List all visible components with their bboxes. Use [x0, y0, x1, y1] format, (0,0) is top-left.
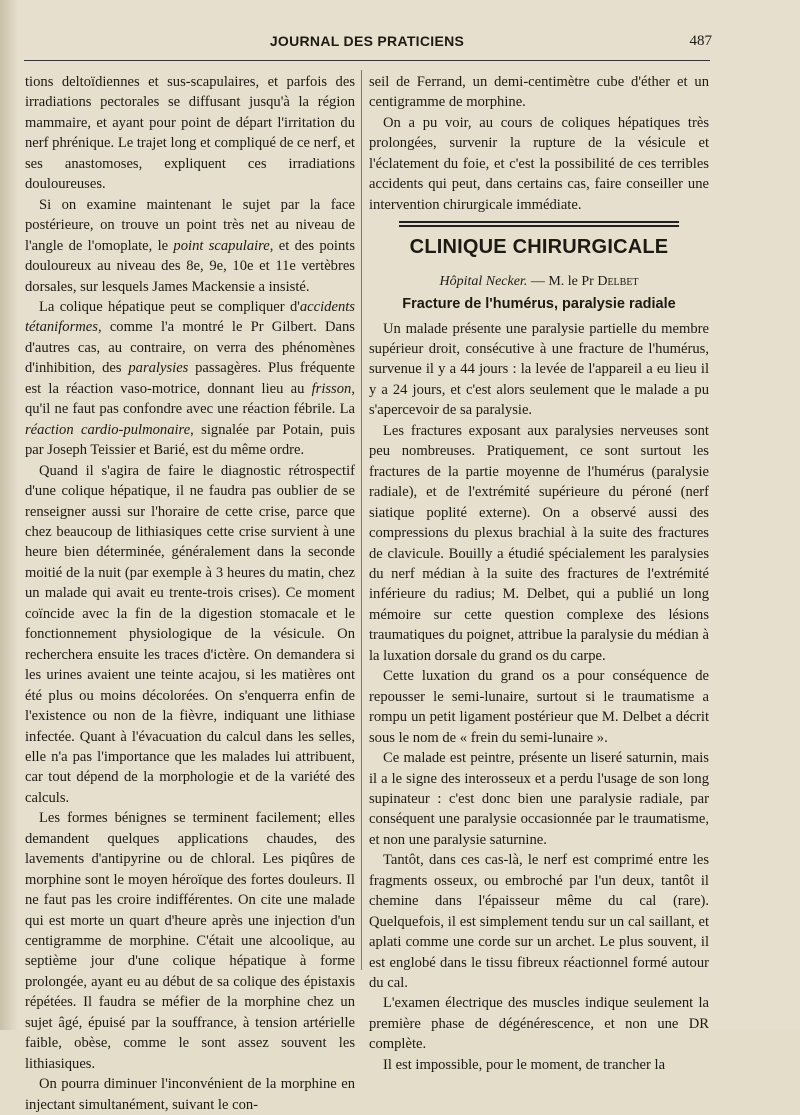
paragraph: Un malade présente une paralysie partielle du membre supérieur droit, consécutive à une fracture de l'humérus, survenue il y a 44 jours : la levée de l'appareil a eu lieu il y a 24 jours, et c'est alors seulement que le malade a pu s'apercevoir de sa paralysie.: [369, 320, 709, 419]
paragraph: Quand il s'agira de faire le diagnostic rétrospectif d'une colique hépatique, il ne faudra pas oublier de se renseigner aussi sur l'horaire de cette crise, parce que chez beaucoup de lithiasiques cette crise survient à une heure bien déterminée, généralement dans la seconde moitié de la nuit (par exemple à 3 heures du matin, chez un malade qui avait eu trente-trois crises). Ce moment coïncide avec la fin de la digestion stomacale et le fonctionnement physiologique de la vésicule. On recherchera ensuite les traces d'ictère. On demandera si les urines avaient une teinte acajou, si les matières ont été plus ou moins décolorées. On s'enquerra enfin de l'existence ou non de la fièvre, indiquant une lithiase infectée. Quant à l'évacuation du calcul dans les selles, elle n'a pas l'importance que les malades lui attribuent, car tout dépend de la morphologie et de la variété des calculs.: [25, 462, 355, 806]
paragraph: Les fractures exposant aux paralysies nerveuses sont peu nombreuses. Pratiquement, ce sont surtout les fractures de la partie moyenne de l'humérus (paralysie radiale), et de l'extrémité supérieure du péroné (nerf siatique poplité externe). On a observé aussi des compressions du plexus brachial à la suite des fractures de clavicule. Bouilly a étudié spécialement les paralysies du nerf médian à la suite des fractures de l'extrémité inférieure du radius; M. Delbet, qui a publié un long mémoire sur cette question complexe des lésions traumatiques du poignet, attribue la paralysie du médian à la luxation dorsale du grand os du carpe.: [369, 422, 709, 664]
paragraph: Tantôt, dans ces cas-là, le nerf est comprimé entre les fragments osseux, ou embroché par l'un deux, tantôt il chemine dans l'épaisseur même du cal (rare). Quelquefois, il est simplement tendu sur un cal saillant, et aplati comme une corde sur un archet. Le plus souvent, il est englobé dans le tissu fibreux réactionnel formé autour du cal.: [369, 852, 709, 992]
page-header: [22, 33, 712, 55]
paragraph: L'examen électrique des muscles indique seulement la première phase de dégénérescence, et non une DR complète.: [369, 995, 709, 1053]
paragraph: Si on examine maintenant le sujet par la face postérieure, on trouve un point très net au niveau de l'angle de l'omoplate, le point scapulaire, et des points douloureux au niveau des 8e, 9e, 10e et 11e vertèbres dorsales, sur lesquels James Mackensie a insisté.: [25, 196, 356, 295]
right-column: [369, 72, 709, 1075]
byline: Hôpital Necker. — M. le Pr Delbet: [439, 273, 639, 289]
article-subtitle: Fracture de l'humérus, paralysie radiale: [402, 296, 676, 313]
column-divider: [361, 70, 362, 970]
left-column: [25, 72, 355, 1115]
paragraph: La colique hépatique peut se compliquer d'accidents tétaniformes, comme l'a montré le Pr Gilbert. Dans d'autres cas, au contraire, on verra des phénomènes d'inhibition, des paralysies passagères. Plus fréquente est la réaction vaso-motrice, donnant lieu au frisson, qu'il ne faut pas confondre avec une réaction fébrile. La réaction cardio-pulmonaire, signalée par Potain, puis par Joseph Teissier et Barié, est du même ordre.: [25, 298, 355, 459]
paragraph: Cette luxation du grand os a pour conséquence de repousser le semi-lunaire, surtout si le traumatisme a rompu un petit ligament postérieur que M. Delbet a décrit sous le nom de « frein du semi-lunaire ».: [369, 668, 709, 746]
paragraph: tions deltoïdiennes et sus-scapulaires, et parfois des irradiations pectorales se diffusant jusqu'à la région mammaire, et ayant pour point de départ l'irritation du nerf phrénique. Le trajet long et compliqué de ce nerf, et ses anastomoses, expliquent ces irradiations douloureuses.: [25, 74, 355, 193]
paragraph: Il est impossible, pour le moment, de trancher la: [383, 1056, 666, 1073]
section-rule: [399, 221, 679, 227]
section-title: CLINIQUE CHIRURGICALE: [409, 236, 669, 259]
paragraph: Ce malade est peintre, présente un liseré saturnin, mais il a le signe des interosseux et a perdu l'usage de son long supinateur : c'est donc bien une paralysie radiale, par conséquent une paralysie occasionnée par le traumatisme, et non une paralysie saturnine.: [369, 750, 709, 848]
paragraph: seil de Ferrand, un demi-centimètre cube d'éther et un centigramme de morphine.: [369, 74, 709, 111]
paragraph: On pourra diminuer l'inconvénient de la morphine en injectant simultanément, suivant le con-: [25, 1076, 355, 1113]
binding-shadow: [0, 0, 18, 1030]
header-rule: [24, 60, 710, 61]
running-title: JOURNAL DES PRATICIENS: [269, 33, 465, 49]
paragraph: Les formes bénignes se terminent facilement; elles demandent quelques applications chaudes, des lavements d'antipyrine ou de chloral. Les piqûres de morphine sont le moyen héroïque des fortes douleurs. Il ne faut pas les croire indifférentes. On cite une malade qui est morte un quart d'heure après une injection d'un centigramme de morphine. C'était une alcoolique, au septième jour d'une colique hépatique à forme prolongée, ayant eu au début de sa colique des épistaxis répétées. Il faudra se méfier de la morphine chez un sujet âgé, épuisé par la souffrance, à tension artérielle faible, obèse, comme le sont assez souvent les lithiasiques.: [25, 810, 355, 1072]
page-number: 487: [689, 33, 712, 49]
paragraph: On a pu voir, au cours de coliques hépatiques très prolongées, survenir la rupture de la vésicule et l'éclatement du foie, et c'est la possibilité de ces terribles accidents qui peut, dans certains cas, faire conseiller une intervention chirurgicale immédiate.: [369, 114, 709, 213]
